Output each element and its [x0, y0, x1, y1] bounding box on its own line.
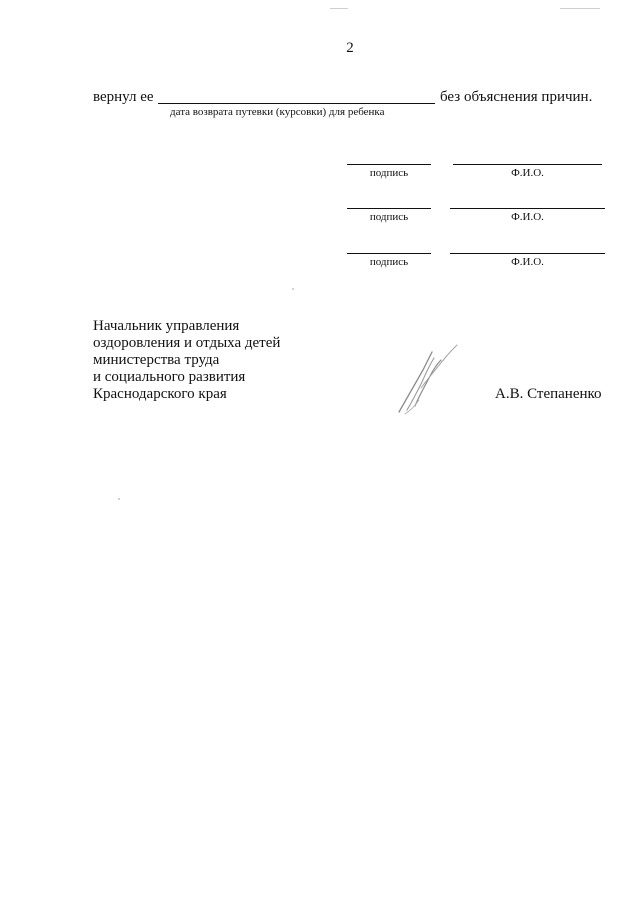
- official-title-line: оздоровления и отдыха детей: [93, 335, 281, 351]
- full-name-line: [450, 208, 605, 209]
- official-title-line: и социального развития: [93, 369, 246, 385]
- full-name-caption: Ф.И.О.: [511, 256, 544, 268]
- signature-caption: подпись: [369, 211, 409, 223]
- return-statement-suffix: без объяснения причин.: [440, 89, 593, 105]
- signature-line: [347, 208, 431, 209]
- official-title-line: Начальник управления: [93, 318, 240, 334]
- official-title-line: Краснодарского края: [93, 386, 227, 402]
- scan-artifact: [118, 498, 120, 500]
- full-name-line: [453, 164, 602, 165]
- return-date-field-line: [158, 103, 435, 104]
- signature-caption: подпись: [369, 256, 409, 268]
- handwritten-signature: [385, 340, 470, 420]
- signature-line: [347, 253, 431, 254]
- return-date-field-caption: дата возврата путевки (курсовки) для ребенка: [170, 106, 385, 118]
- signature-caption: подпись: [369, 167, 409, 179]
- official-name: А.В. Степаненко: [495, 386, 602, 402]
- official-title-block: [93, 318, 333, 403]
- full-name-caption: Ф.И.О.: [511, 167, 544, 179]
- official-title-line: министерства труда: [93, 352, 220, 368]
- return-statement-prefix: вернул ее: [93, 89, 154, 105]
- scan-artifact: [330, 8, 348, 9]
- full-name-caption: Ф.И.О.: [511, 211, 544, 223]
- scan-artifact: [292, 288, 294, 290]
- full-name-line: [450, 253, 605, 254]
- signature-line: [347, 164, 431, 165]
- scan-artifact: [560, 8, 600, 9]
- page-number: 2: [346, 40, 354, 56]
